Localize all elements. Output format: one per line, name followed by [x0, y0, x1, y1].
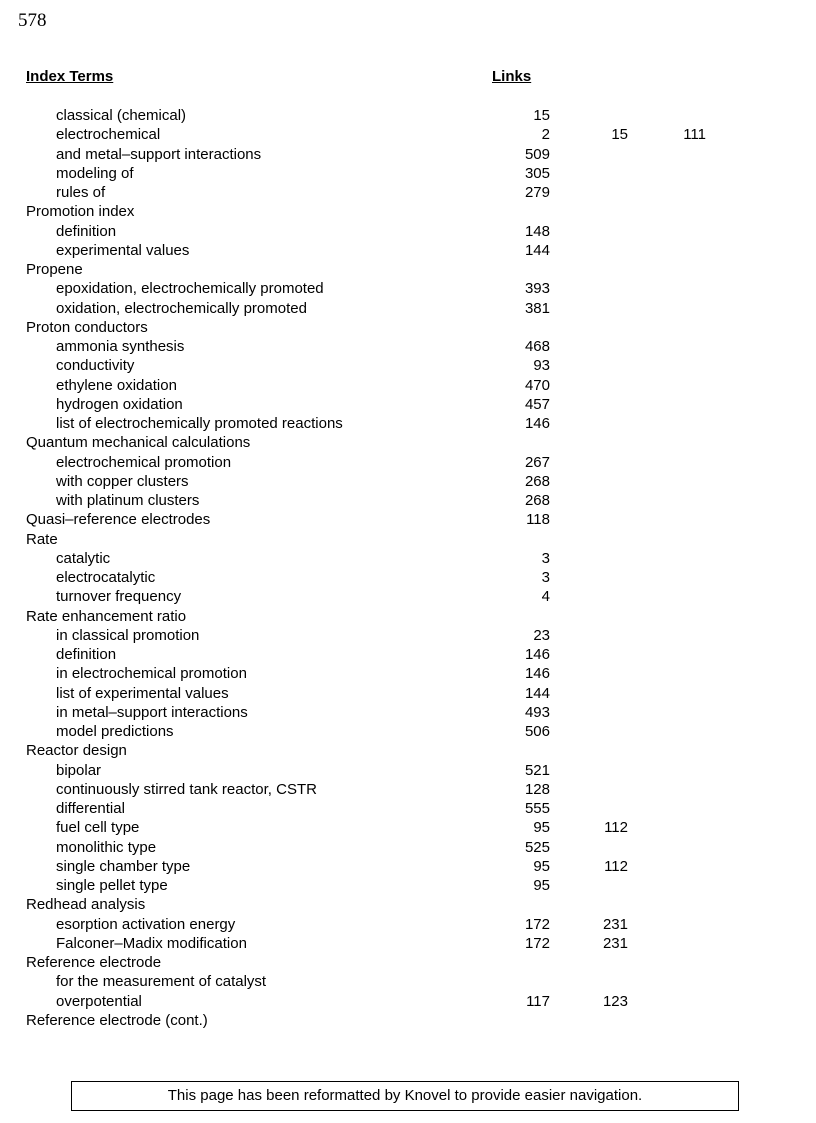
index-term: fuel cell type [56, 819, 140, 837]
index-term: model predictions [56, 723, 174, 740]
page-link[interactable]: 381 [524, 299, 550, 317]
index-subentry [0, 703, 816, 722]
index-term: Propene [26, 261, 83, 278]
index-subentry [0, 549, 816, 568]
index-subentry [0, 684, 816, 703]
index-subentry [0, 934, 816, 953]
page-link[interactable]: 117 [526, 992, 550, 1010]
page-link[interactable]: 128 [524, 780, 550, 798]
index-term: Falconer–Madix modification [56, 934, 247, 952]
index-term: in electrochemical promotion [56, 665, 247, 683]
index-subentry [0, 453, 816, 472]
page-link[interactable]: 279 [524, 184, 550, 201]
index-term: single pellet type [56, 877, 168, 894]
index-term: conductivity [56, 357, 135, 375]
page-link[interactable]: 15 [533, 107, 550, 124]
page-link[interactable]: 268 [524, 492, 550, 509]
index-subentry [0, 818, 816, 837]
links-heading: Links [492, 68, 532, 85]
index-term: with copper clusters [56, 472, 189, 490]
index-subentry [0, 876, 816, 895]
page-link[interactable]: 3 [541, 569, 550, 586]
index-term: continuously stirred tank reactor, CSTR [56, 780, 317, 798]
index-term: definition [56, 222, 117, 240]
index-subentry [0, 915, 816, 934]
index-subentry [0, 222, 816, 241]
index-subentry [0, 279, 816, 298]
index-term: with platinum clusters [56, 492, 200, 509]
index-term: rules of [56, 184, 106, 201]
index-term: overpotential [56, 992, 142, 1010]
page-link[interactable]: 267 [524, 453, 550, 471]
index-subentry [0, 857, 816, 876]
page-link[interactable]: 144 [524, 684, 550, 702]
index-subentry [0, 299, 816, 318]
page-link[interactable]: 231 [602, 915, 628, 933]
page-link[interactable]: 172 [524, 915, 550, 933]
index-term: Promotion index [26, 203, 135, 221]
index-subentry [0, 838, 816, 857]
index-subentry [0, 491, 816, 510]
index-entry [0, 202, 816, 221]
index-term: Quasi–reference electrodes [26, 511, 211, 529]
page-link[interactable]: 555 [524, 800, 550, 817]
page-link[interactable]: 305 [524, 164, 550, 182]
index-subentry [0, 183, 816, 202]
index-term: in classical promotion [56, 626, 200, 644]
index-entry [0, 433, 816, 452]
page-link[interactable]: 95 [533, 819, 550, 837]
index-term: monolithic type [56, 838, 157, 856]
index-term: differential [56, 800, 125, 817]
page-link[interactable]: 2 [541, 126, 550, 144]
index-subentry [0, 645, 816, 664]
page-link[interactable]: 4 [541, 588, 550, 606]
page-link[interactable]: 112 [604, 857, 628, 875]
index-subentry [0, 376, 816, 395]
page-link[interactable]: 118 [526, 511, 550, 529]
page-link[interactable]: 15 [611, 126, 628, 144]
index-term: esorption activation energy [56, 915, 236, 933]
index-term: electrochemical [56, 126, 161, 144]
page-link[interactable]: 123 [602, 992, 628, 1010]
index-entry [0, 741, 816, 760]
page-link[interactable]: 93 [533, 357, 550, 375]
page-link[interactable]: 470 [524, 376, 550, 394]
index-term: Reference electrode (cont.) [26, 1011, 208, 1029]
index-subentry [0, 761, 816, 780]
index-subentry [0, 337, 816, 356]
index-subentry [0, 664, 816, 683]
index-term: Proton conductors [26, 318, 148, 336]
index-term: epoxidation, electrochemically promoted [56, 280, 324, 298]
page-link[interactable]: 172 [524, 934, 550, 952]
index-term: single chamber type [56, 857, 191, 875]
index-entry [0, 510, 816, 529]
page-link[interactable]: 468 [524, 338, 550, 355]
index-term: bipolar [56, 761, 102, 779]
index-term: catalytic [56, 549, 111, 567]
index-term: and metal–support interactions [56, 145, 262, 163]
page-link[interactable]: 146 [524, 646, 550, 663]
index-subentry [0, 241, 816, 260]
index-term: turnover frequency [56, 588, 182, 606]
page-link[interactable]: 146 [524, 665, 550, 683]
index-term: electrocatalytic [56, 569, 156, 586]
index-subentry [0, 164, 816, 183]
index-term: Rate enhancement ratio [26, 607, 187, 625]
index-subentry [0, 780, 816, 799]
index-entry [0, 530, 816, 549]
index-subentry [0, 799, 816, 818]
index-subentry [0, 568, 816, 587]
index-term: Redhead analysis [26, 896, 146, 914]
index-subentry [0, 145, 816, 164]
index-entry [0, 318, 816, 337]
index-entries [0, 106, 816, 1030]
page-link[interactable]: 493 [524, 703, 550, 721]
index-term: list of experimental values [56, 684, 229, 702]
page-link[interactable]: 268 [524, 472, 550, 490]
index-term: for the measurement of catalyst [56, 973, 267, 991]
index-term: definition [56, 646, 117, 663]
page-link[interactable]: 146 [524, 415, 550, 432]
index-entry [0, 953, 816, 972]
index-subentry [0, 106, 816, 125]
page-link[interactable]: 509 [524, 145, 550, 163]
index-subentry [0, 414, 816, 433]
index-subentry [0, 356, 816, 375]
page-link[interactable]: 95 [533, 877, 550, 894]
page-link[interactable]: 393 [524, 280, 550, 298]
index-terms-heading: Index Terms [26, 68, 114, 85]
page-link[interactable]: 231 [602, 934, 628, 952]
index-term: ethylene oxidation [56, 376, 177, 394]
page-number: 578 [18, 10, 47, 31]
index-entry [0, 260, 816, 279]
index-term: Reference electrode [26, 954, 162, 971]
index-term: in metal–support interactions [56, 703, 248, 721]
index-term: electrochemical promotion [56, 453, 232, 471]
index-subentry [0, 125, 816, 144]
index-term: Rate [26, 530, 58, 548]
index-term: oxidation, electrochemically promoted [56, 299, 307, 317]
index-term: ammonia synthesis [56, 338, 185, 355]
page-link[interactable]: 95 [533, 857, 550, 875]
index-term: experimental values [56, 241, 190, 259]
page-link[interactable]: 525 [524, 838, 550, 856]
index-term: hydrogen oxidation [56, 395, 183, 413]
index-subentry [0, 992, 816, 1011]
page-link[interactable]: 506 [524, 723, 550, 740]
index-entry [0, 1011, 816, 1030]
footer-notice: This page has been reformatted by Knovel to provide easier navigation. [71, 1081, 739, 1111]
page-link[interactable]: 112 [604, 819, 628, 837]
index-subentry [0, 395, 816, 414]
index-term: classical (chemical) [56, 107, 187, 124]
index-subentry [0, 626, 816, 645]
index-subentry [0, 722, 816, 741]
index-term: modeling of [56, 164, 134, 182]
index-term: Reactor design [26, 742, 127, 760]
page-link[interactable]: 23 [533, 626, 550, 644]
page-link[interactable]: 144 [524, 241, 550, 259]
index-subentry [0, 972, 816, 991]
index-term: list of electrochemically promoted reactions [56, 415, 343, 432]
page-link[interactable]: 148 [524, 222, 550, 240]
index-entry [0, 895, 816, 914]
page-link[interactable]: 521 [524, 761, 550, 779]
index-term: Quantum mechanical calculations [26, 434, 251, 452]
page-link[interactable]: 111 [683, 126, 706, 144]
index-entry [0, 607, 816, 626]
page-link[interactable]: 457 [524, 395, 550, 413]
index-subentry [0, 587, 816, 606]
page-link[interactable]: 3 [541, 549, 550, 567]
index-subentry [0, 472, 816, 491]
